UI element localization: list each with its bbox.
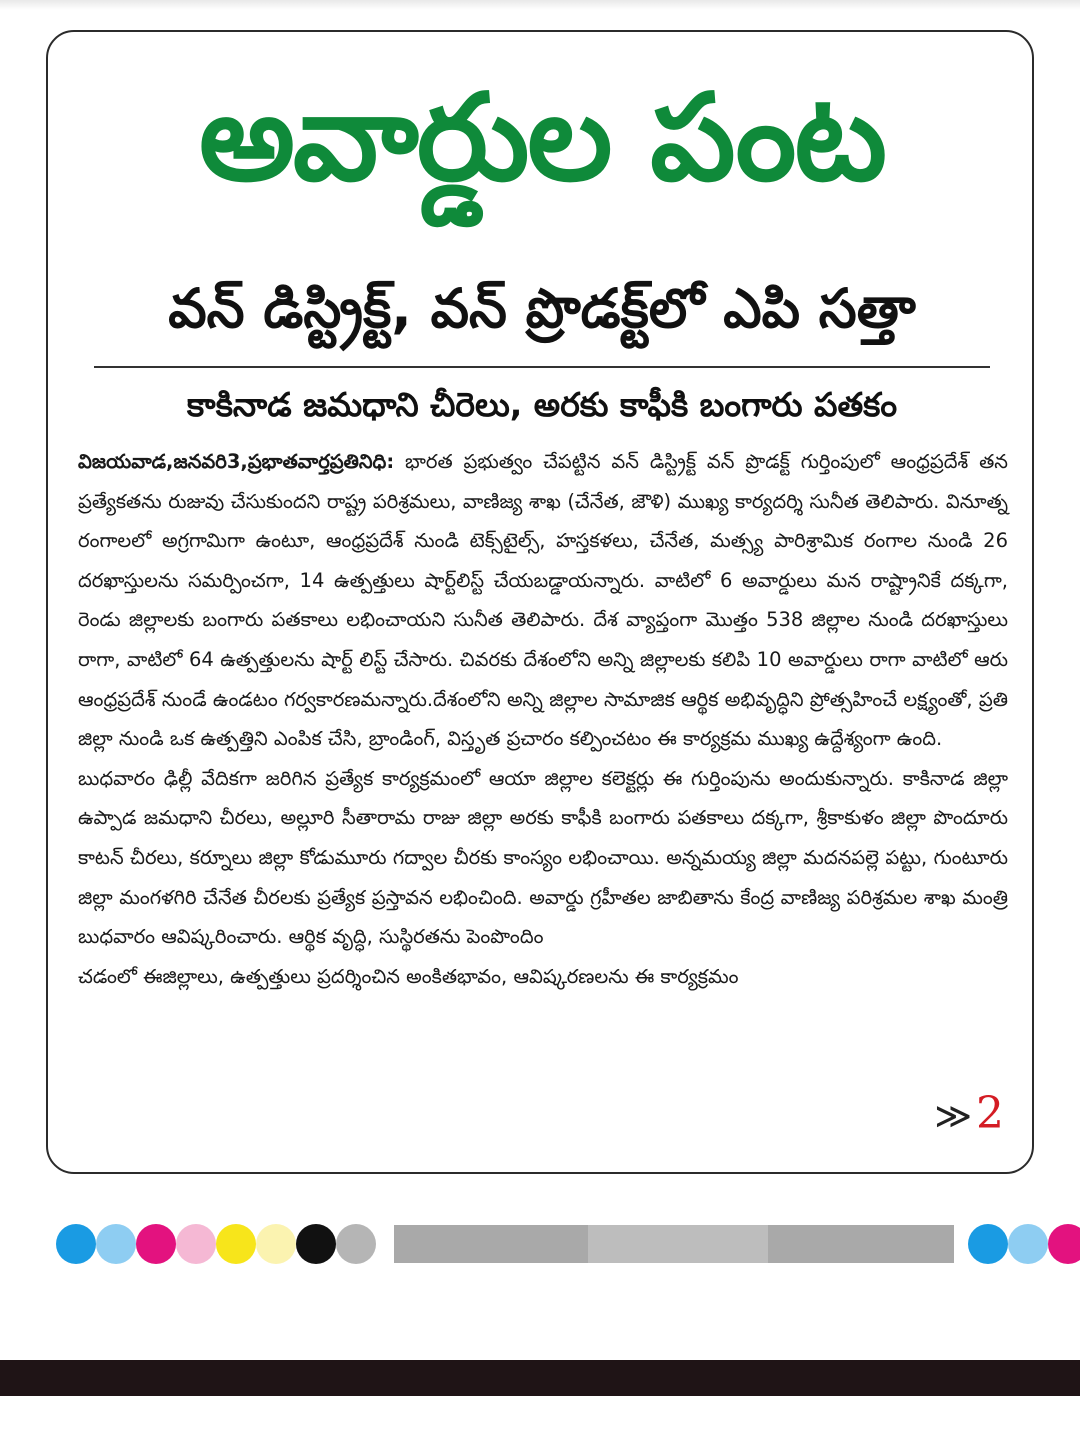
paragraph-2-text: బుధవారం ఢిల్లీ వేదికగా జరిగిన ప్రత్యేక కార్యక్రమంలో ఆయా జిల్లాల కలెక్టర్లు ఈ గుర్తింపును అందుకున్నారు. కాకినాడ జిల్లా ఉప్పాడ జమధాని చీరలు, అల్లూరి సీతారామ రాజు జిల్లా అరకు కాఫీకి బంగారు పతకాలు దక్కగా, శ్రీకాకుళం జిల్లా పొందూరు కాటన్ చీరలు, కర్నూలు జిల్లా కోడుమూరు గద్వాల చీరకు కాంస్యం లభించాయి. అన్నమయ్య జిల్లా మదనపల్లె పట్టు, గుంటూరు జిల్లా మంగళగిరి చేనేత చీరలకు ప్రత్యేక ప్రస్తావన లభించింది. అవార్డు గ్రహీతల జాబితాను కేంద్ర వాణిజ్య పరిశ్రమల శాఖ మంత్రి బుధవారం ఆవిష్కరించారు. ఆర్థిక వృద్ధి, సుస్థిరతను పెంపొందిం	[78, 766, 1008, 949]
gray-registration-block	[768, 1225, 954, 1263]
paragraph-1	[78, 442, 1008, 759]
registration-dot	[336, 1224, 376, 1264]
gray-registration-block	[588, 1225, 768, 1263]
registration-dot	[136, 1224, 176, 1264]
registration-dot	[176, 1224, 216, 1264]
paragraph-2-end	[78, 957, 1008, 997]
bottom-dark-band	[0, 1360, 1080, 1396]
secondary-subheadline: కాకినాడ జమధాని చీరెలు, అరకు కాఫీకి బంగారు పతకం	[186, 385, 898, 424]
registration-dot	[96, 1224, 136, 1264]
article-box	[46, 30, 1034, 1174]
print-registration-bar	[0, 1224, 1080, 1264]
paragraph-2	[78, 759, 1008, 957]
top-page-strip	[0, 0, 1080, 10]
article-body	[78, 442, 1008, 996]
dateline: విజయవాడ,జనవరి3,ప్రభాతవార్తప్రతినిధి:	[78, 450, 395, 473]
paragraph-2-end-text: చడంలో ఈజిల్లాలు, ఉత్పత్తులు ప్రదర్శించిన అంకితభావం, ఆవిష్కరణలను ఈ కార్యక్రమం	[78, 964, 739, 988]
registration-dot	[296, 1224, 336, 1264]
registration-dot	[216, 1224, 256, 1264]
continued-page-number: 2	[976, 1088, 1004, 1139]
paragraph-1-text: భారత ప్రభుత్వం చేపట్టిన వన్ డిస్ట్రిక్ట్ వన్ ప్రొడక్ట్ గుర్తింపులో ఆంధ్రప్రదేశ్ తన ప్రత్యేకతను రుజువు చేసుకుందని రాష్ట్ర పరిశ్రమలు, వాణిజ్య శాఖ (చేనేత, జౌళి) ముఖ్య కార్యదర్శి సునీత తెలిపారు. వినూత్న రంగాలలో అగ్రగామిగా ఉంటూ, ఆంధ్రప్రదేశ్ నుండి టెక్స్‌టైల్స్, హస్తకళలు, చేనేత, మత్స్య పారిశ్రామిక రంగాల నుండి 26 దరఖాస్తులను సమర్పించగా, 14 ఉత్పత్తులు షార్ట్‌లిస్ట్ చేయబడ్డాయన్నారు. వాటిలో 6 అవార్డులు మన రాష్ట్రానికే దక్కగా, రెండు జిల్లాలకు బంగారు పతకాలు లభించాయని సునీత తెలిపారు. దేశ వ్యాప్తంగా మొత్తం 538 జిల్లాల నుండి దరఖాస్తులు రాగా, వాటిలో 64 ఉత్పత్తులను షార్ట్ లిస్ట్ చేసారు. చివరకు దేశంలోని అన్ని జిల్లాలకు కలిపి 10 అవార్డులు రాగా వాటిలో ఆరు ఆంధ్రప్రదేశ్ నుండే ఉండటం గర్వకారణమన్నారు.దేశంలోని అన్ని జిల్లాల సామాజిక ఆర్థిక అభివృద్ధిని ప్రోత్సహించే లక్ష్యంతో, ప్రతి జిల్లా నుండి ఒక ఉత్పత్తిని ఎంపిక చేసి, బ్రాండింగ్, విస్తృత ప్రచారం కల్పించటం ఈ కార్యక్రమ ముఖ్య ఉద్దేశ్యంగా ఉంది.	[78, 450, 1008, 751]
registration-dot-right	[968, 1224, 1008, 1264]
registration-dot	[56, 1224, 96, 1264]
registration-dot	[256, 1224, 296, 1264]
registration-dot-right	[1008, 1224, 1048, 1264]
headline: అవార్డుల పంట	[198, 69, 886, 208]
gray-registration-block	[394, 1225, 588, 1263]
continued-on-page-marker	[934, 1089, 1004, 1142]
divider-rule	[94, 366, 990, 368]
subheadline: వన్ డిస్ట్రిక్ట్, వన్ ప్రొడక్ట్‌లో ఎపి సత్తా	[168, 277, 916, 340]
double-arrow-icon: ≫	[934, 1096, 972, 1137]
registration-dot-right	[1048, 1224, 1080, 1264]
